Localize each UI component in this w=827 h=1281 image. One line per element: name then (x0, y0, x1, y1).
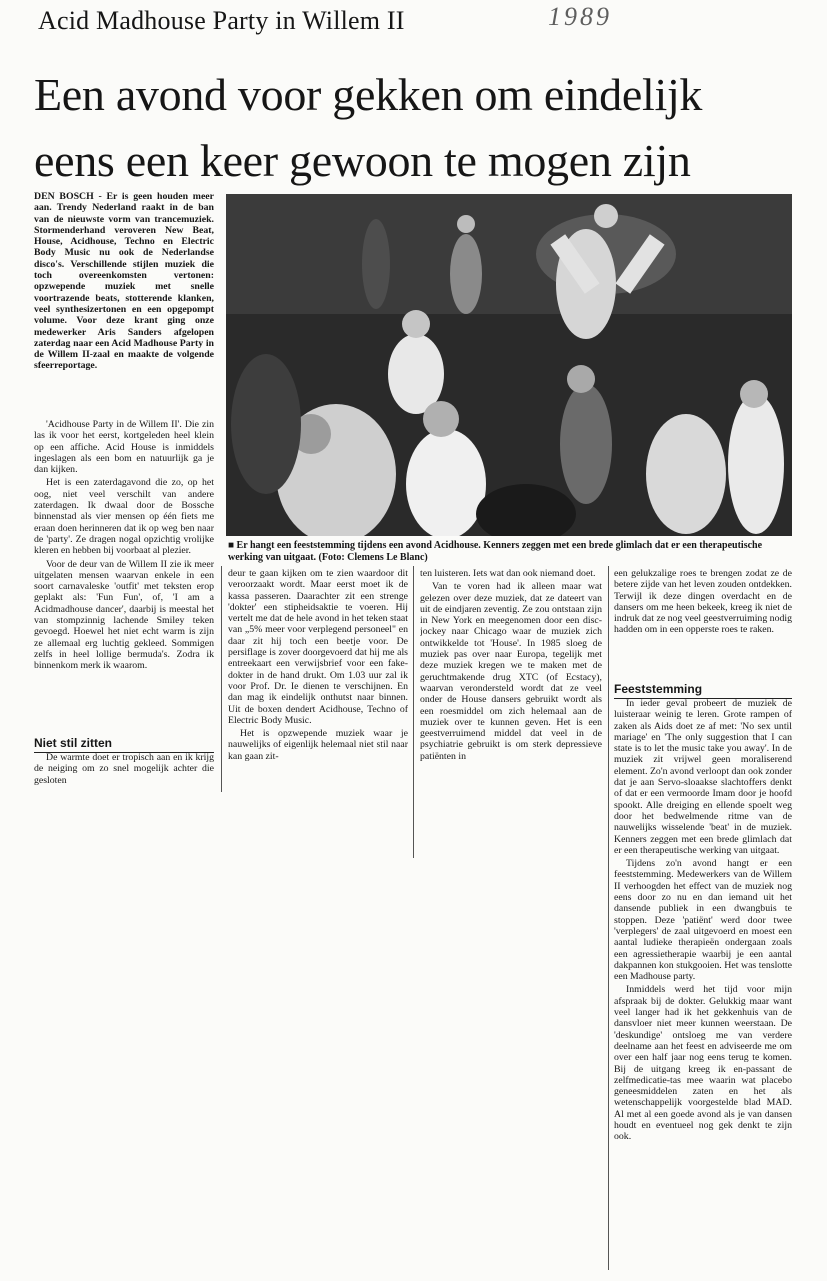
paragraph: In ieder geval probeert de muziek de luisteraar weinig te leren. Grote rampen of zaken als Aids doet ze af met: 'No sex until mariage' en 'The only suggestion that I can state is to let the music take you away'. In de muziek zit vrijwel geen moraliserend element. Zo'n avond verloopt dan ook zonder dat je aan Servo-sloaakse slachtoffers denkt of dat er een vermoorde Imam door je hoofd spookt. Alle dreiging en ellende spoelt weg door het bedwelmende ritme van de nauwelijks wisselende 'beat' in de muziek. Kenners zeggen met een brede glimlach dat er een therapeutische werking van uitgaat. (614, 698, 792, 856)
headline-line-1: Een avond voor gekken om eindelijk (34, 69, 703, 120)
column-divider (608, 566, 609, 1270)
paragraph: Tijdens zo'n avond hangt er een feeststemming. Medewerkers van de Willem II verhoogden het effect van de muziek nog eens door zo nu en dan iemand uit het dansende publiek in een dwangbuis te stoppen. Deze 'patiënt' werd door twee 'verplegers' de zaal uitgevoerd en moest een aantal ludieke therapieën ondergaan zoals een agressietherapie waarbij je een aantal dakpannen kon stukgooien. Het was tenslotte een Madhouse party. (614, 858, 792, 983)
party-photo-illustration (226, 194, 792, 536)
paragraph: Inmiddels werd het tijd voor mijn afspraak bij de dokter. Gelukkig maar want veel langer had ik het gekkenhuis van de dansvloer niet meer kunnen weerstaan. De 'deskundige' ontsloeg me van verdere deelname aan het feest en adviseerde me om over een half jaar nog eens terug te komen. Bij de uitgang kreeg ik en-passant de zelfmedicatie-tas mee waarin wat placebo geneesmiddelen zaten en het als wetenschappelijk voorgestelde blad MAD. Al met al een goede avond als je van dansen houdt en eventueel nog gek denkt te zijn ook. (614, 984, 792, 1143)
column-divider (413, 566, 414, 858)
paragraph: Van te voren had ik alleen maar wat gelezen over deze muziek, dat ze dateert van uit de eindjaren zeventig. Ze zou ontstaan zijn in New York en meegenomen door een disc-jockey naar Chicago waar de muziek zich ontwikkelde tot 'House'. In 1985 sloeg de muziek pas over naar Europa, tegelijk met deze muziek kregen we te maken met de geruchtmakende drug XTC (of Ecstacy), waarvan verondersteld wordt dat ze veel onder de House dansers gebruikt wordt als een roesmiddel om zich helemaal aan de muziek over te kunnen geven. Het is een geestverruimend middel dat veel in de psychiatrie gebruikt is om sterk depressieve patiënten in (420, 581, 602, 762)
handwritten-year: 1989 (548, 2, 612, 31)
kicker: Acid Madhouse Party in Willem II (38, 6, 405, 35)
paragraph: ten luisteren. Iets wat dan ook niemand doet. (420, 568, 596, 579)
headline-line-2: eens een keer gewoon te mogen zijn (34, 135, 691, 186)
column-4 (614, 568, 792, 676)
subhead-niet-stil-zitten: Niet stil zitten (34, 736, 214, 753)
subhead-feeststemming: Feeststemming (614, 682, 792, 699)
paragraph: De warmte doet er tropisch aan en ik krijg de neiging om zo snel mogelijk achter die gesloten (34, 752, 214, 786)
column-1-continued (34, 752, 214, 792)
column-divider (221, 566, 222, 792)
paragraph: 'Acidhouse Party in de Willem II'. Die zin las ik voor het eerst, kortgeleden heel klein op een affiche. Acid House is inmiddels ingeslagen als een bom en natuurlijk ga je dan kijken. (34, 419, 214, 476)
paragraph: deur te gaan kijken om te zien waardoor dit veroorzaakt wordt. Maar eerst moet ik de kassa passeren. Daarachter zit een strenge 'dokter' een stipheidsaktie te voeren. Hij vertelt me dat de hele avond in het teken staat van „5% meer voor verplegend personeel" en daar zit hij toch een beetje voor. De persiflage is zover doorgevoerd dat hij me als entreekaart een verwijsbrief voor een fake-dokter in de hand drukt. Om 1.03 uur zal ik voor Prof. Dr. Ie dienen te verschijnen. En dan mag ik eindelijk onthutst naar binnen. Uit de boxen dendert Acidhouse, Techno of Electric Body Music. (228, 568, 408, 726)
column-3 (420, 568, 602, 858)
paragraph: Voor de deur van de Willem II zie ik meer uitgelaten mensen waarvan enkele in een soort carnavaleske 'outfit' met teksten erop geplakt als: 'Fun Fun', of, 'I am a Acidmadhouse dancer', daarbij is meestal het van stompzinnig lachende Smiley teken gevoegd. Hoewel het niet echt warm is zijn ze allemaal erg luchtig gekleed. Sommigen zelfs in heel lollige bermuda's. Zodra ik binnenkom merk ik waarom. (34, 558, 214, 672)
party-photo (226, 194, 792, 536)
paragraph: Het is een zaterdagavond die zo, op het oog, niet veel verschilt van andere zaterdagen. Ik dwaal door de Bossche binnenstad als vier mensen op één fiets me eraan doen herinneren dat ik op weg ben naar de 'party'. Ze dragen nogal opzichtig vrolijke kleren en hebben bij voorbaat al plezier. (34, 477, 214, 557)
paragraph: Het is opzwepende muziek waar je nauwelijks of eigenlijk helemaal niet stil naar kan gaan zit- (228, 728, 408, 762)
column-1 (34, 419, 214, 789)
column-2 (228, 568, 408, 790)
intro-paragraph: DEN BOSCH - Er is geen houden meer aan. Trendy Nederland raakt in de ban van de nieuwste vorm van trancemuziek. Stormenderhand veroveren New Beat, House, Acidhouse, Techno en Electric Body Music nu ook de Nederlandse disco's. Verschillende stijlen muziek die toch overeenkomsten vertonen: opzwepende muziek met snelle voortrazende beats, stotterende klanken, veel synthesizertonen en een opgepompt volume. Voor deze krant ging onze medewerker Aris Sanders afgelopen zaterdag naar een Acid Madhouse Party in de Willem II-zaal en maakte de volgende sfeerreportage. (34, 191, 214, 372)
photo-caption: ■ Er hangt een feeststemming tijdens een avond Acidhouse. Kenners zeggen met een brede glimlach dat er een therapeutische werking van uitgaat. (Foto: Clemens Le Blanc) (228, 540, 763, 563)
column-4-continued (614, 698, 792, 1278)
paragraph: een gelukzalige roes te brengen zodat ze de betere zijde van het leven zouden ontdekken. Terwijl ik deze dingen overdacht en de dansers om me heen bekeek, kreeg ik niet de indruk dat ze nog veel geestverruiming nodig hadden om in een opperste roes te raken. (614, 568, 792, 636)
